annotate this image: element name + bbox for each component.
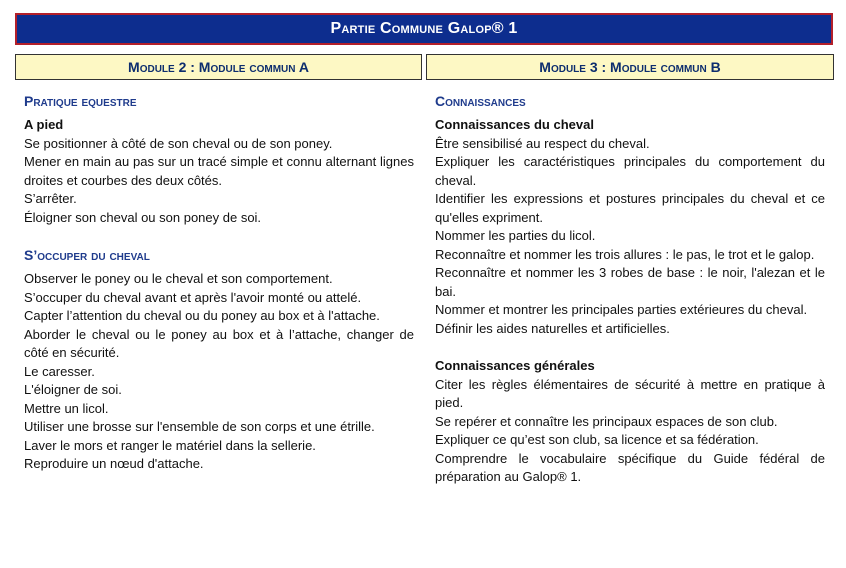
- list-item: Reconnaître et nommer les trois allures : le pas, le trot et le galop.: [435, 246, 815, 262]
- list-item: Expliquer les caractéristiques principales du comportement du cheval.: [435, 154, 825, 188]
- list-item: Identifier les expressions et postures principales du cheval et ce qu'elles expriment.: [435, 191, 825, 225]
- list-item: Aborder le cheval ou le poney au box et à l’attache, changer de côté en sécurité.: [24, 326, 414, 360]
- list-item: S’occuper du cheval avant et après l'avoir monté ou attelé.: [24, 289, 362, 305]
- right-column: [435, 92, 825, 487]
- module-header-b: [426, 54, 834, 80]
- list-item: Éloigner son cheval ou son poney de soi.: [24, 209, 262, 225]
- list-item: Reconnaître et nommer les 3 robes de base : le noir, l'alezan et le bai.: [435, 265, 825, 299]
- list-item: Capter l’attention du cheval ou du poney au box et à l'attache.: [24, 308, 380, 323]
- section-title-soccuper: S’occuper du cheval: [24, 247, 150, 263]
- list-item: Définir les aides naturelles et artificielles.: [435, 320, 670, 336]
- list-item: Nommer et montrer les principales parties extérieures du cheval.: [435, 302, 808, 317]
- module-header-a: [15, 54, 422, 80]
- list-item: Mettre un licol.: [24, 400, 109, 416]
- list-item: Être sensibilisé au respect du cheval.: [435, 135, 650, 151]
- subtitle-connaissances-generales: Connaissances générales: [435, 358, 595, 373]
- list-item: S’arrêter.: [24, 191, 77, 206]
- module-b-title: Module 3 : Module commun B: [539, 59, 721, 75]
- list-item: Utiliser une brosse sur l'ensemble de son corps et une étrille.: [24, 419, 375, 434]
- list-item: Comprendre le vocabulaire spécifique du Guide fédéral de préparation au Galop® 1.: [435, 450, 825, 484]
- list-item: Se positionner à côté de son cheval ou de son poney.: [24, 135, 333, 151]
- list-item: Se repérer et connaître les principaux espaces de son club.: [435, 413, 778, 429]
- subtitle-connaissances-cheval: Connaissances du cheval: [435, 117, 594, 132]
- list-item: Le caresser.: [24, 363, 95, 379]
- list-item: Expliquer ce qu’est son club, sa licence et sa fédération.: [435, 432, 759, 447]
- list-item: L'éloigner de soi.: [24, 382, 122, 397]
- list-item: Reproduire un nœud d'attache.: [24, 456, 204, 471]
- list-item: Laver le mors et ranger le matériel dans la sellerie.: [24, 437, 316, 453]
- list-item: Mener en main au pas sur un tracé simple et connu alternant lignes droites et courbes des deux côtés.: [24, 154, 414, 188]
- list-item: Citer les règles élémentaires de sécurité à mettre en pratique à pied.: [435, 376, 825, 410]
- section-title-pratique: Pratique equestre: [24, 93, 137, 109]
- list-item: Observer le poney ou le cheval et son comportement.: [24, 271, 333, 286]
- subtitle-a-pied: A pied: [24, 117, 64, 132]
- list-item: Nommer les parties du licol.: [435, 228, 596, 243]
- section-title-connaissances: Connaissances: [435, 93, 526, 109]
- banner-title: Partie Commune Galop® 1: [330, 20, 518, 37]
- module-a-title: Module 2 : Module commun A: [128, 59, 309, 75]
- page-banner: [15, 13, 833, 45]
- left-column: [24, 92, 414, 474]
